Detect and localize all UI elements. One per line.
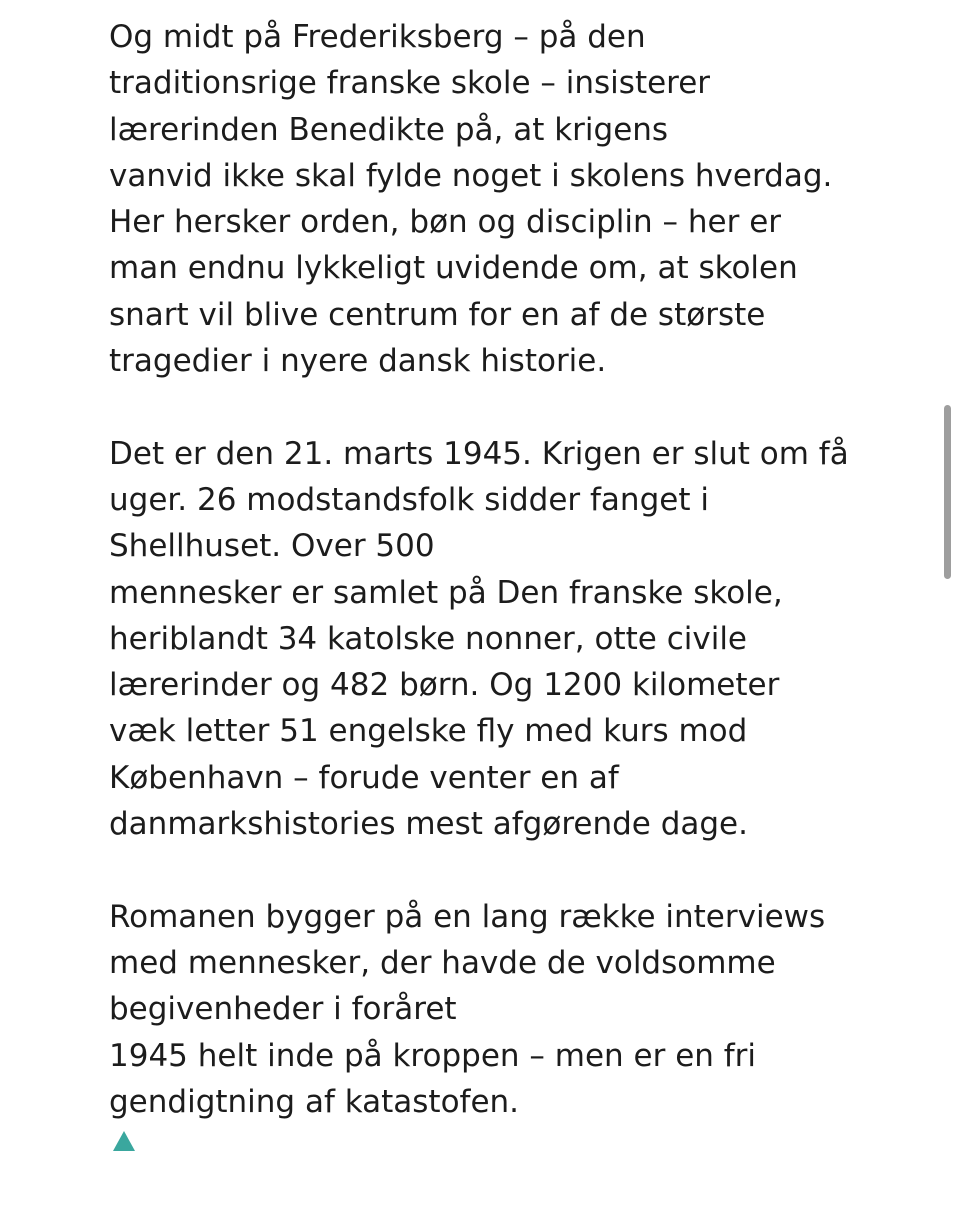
text-line: gendigtning af katastofen. — [109, 1083, 520, 1120]
description-paragraph-2 — [109, 431, 909, 848]
text-line: uger. 26 modstandsfolk sidder fanget i — [109, 481, 709, 518]
text-line: mennesker er samlet på Den franske skole, — [109, 574, 783, 611]
text-line: 1945 helt inde på kroppen – men er en fri — [109, 1037, 757, 1074]
text-line: Og midt på Frederiksberg – på den — [109, 19, 646, 55]
text-line: Romanen bygger på en lang række interviews — [109, 898, 826, 935]
book-description — [109, 14, 909, 1171]
text-line: med mennesker, der havde de voldsomme — [109, 944, 776, 981]
text-line: lærerinden Benedikte på, at krigens — [109, 111, 669, 148]
text-line: tragedier i nyere dansk historie. — [109, 343, 607, 380]
text-line: begivenheder i foråret — [109, 991, 457, 1028]
description-paragraph-1 — [109, 14, 909, 384]
text-line: Shellhuset. Over 500 — [109, 528, 435, 565]
triangle-up-icon — [112, 1130, 136, 1152]
text-line: Her hersker orden, bøn og disciplin – her er — [109, 204, 782, 241]
text-line: traditionsrige franske skole – insisterer — [109, 65, 711, 102]
text-line: vanvid ikke skal fylde noget i skolens hverdag. — [109, 157, 833, 194]
text-line: danmarkshistories mest afgørende dage. — [109, 806, 748, 843]
text-line: Det er den 21. marts 1945. Krigen er slut om få — [109, 435, 849, 472]
text-line: lærerinder og 482 børn. Og 1200 kilometer — [109, 667, 780, 704]
description-paragraph-3 — [109, 894, 909, 1125]
text-line: væk letter 51 engelske fly med kurs mod — [109, 713, 748, 750]
scrollbar-thumb[interactable] — [944, 405, 951, 579]
text-line: København – forude venter en af — [109, 759, 619, 796]
text-line: snart vil blive centrum for en af de største — [109, 296, 766, 333]
collapse-description-button[interactable] — [112, 1130, 136, 1152]
text-line: heriblandt 34 katolske nonner, otte civile — [109, 620, 747, 657]
text-line: man endnu lykkeligt uvidende om, at skolen — [109, 250, 798, 287]
